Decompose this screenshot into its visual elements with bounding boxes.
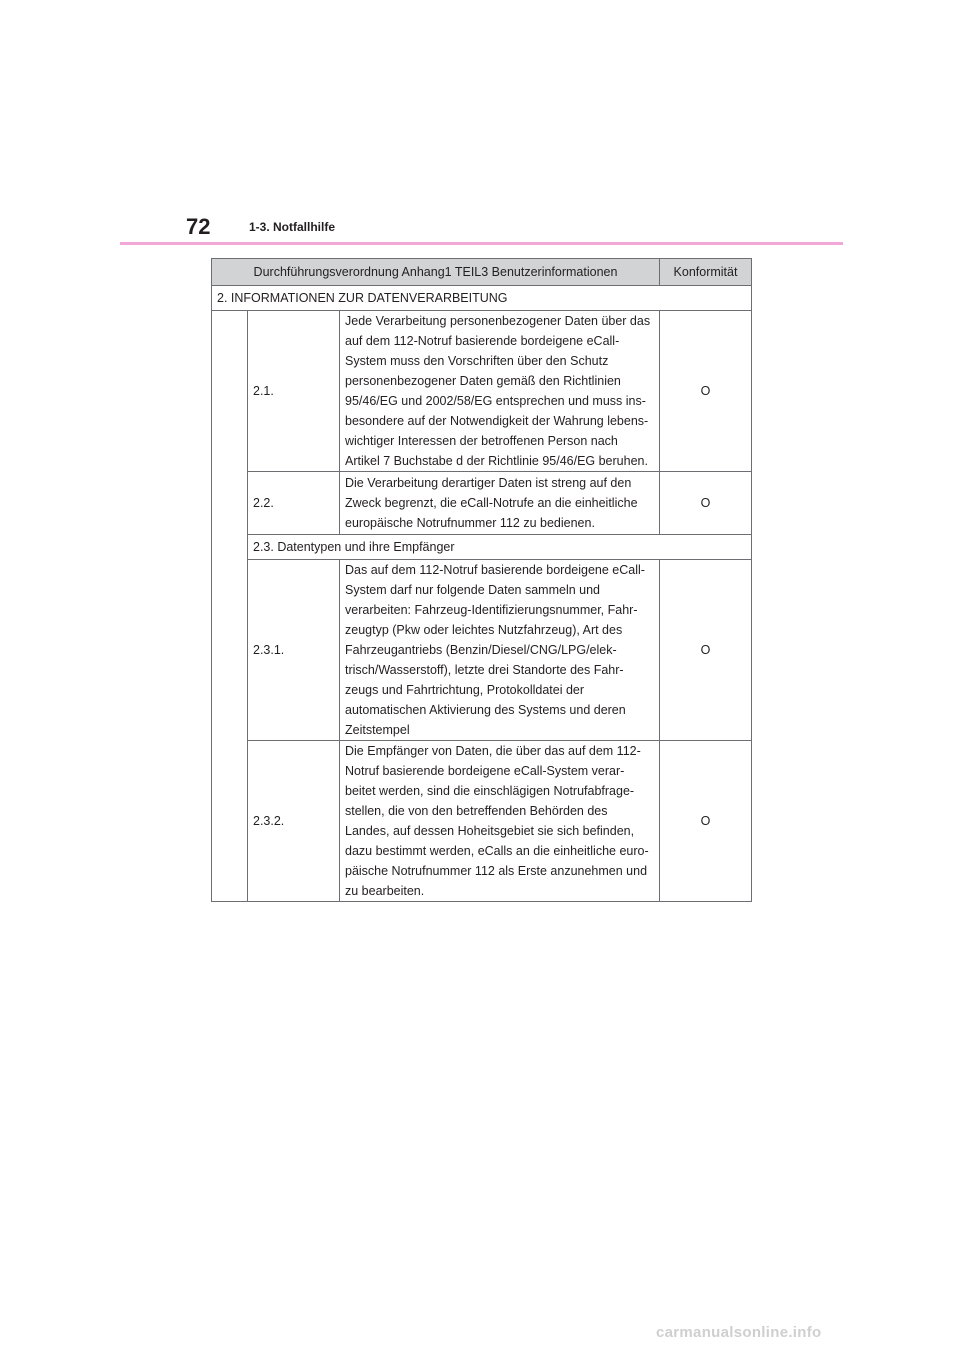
conformity-mark: O	[660, 311, 752, 472]
subsection-heading: 2.3. Datentypen und ihre Empfänger	[248, 535, 752, 560]
section-title: 1-3. Notfallhilfe	[249, 220, 336, 234]
clause-text: Das auf dem 112-Notruf basierende bordeigene eCall-System darf nur folgende Daten sammeln und verarbeiten: Fahrzeug-Identifizierungsnummer, Fahr-zeugtyp (Pkw oder leichtes Nutzfahrzeug), Art des Fahrzeugantriebs (Benzin/Diesel/CNG/LPG/elek-trisch/Wasserstoff), letzte drei Standorte des Fahr-zeugs und Fahrtrichtung, Protokolldatei der automatischen Aktivierung des Systems und deren Zeitstempel	[340, 560, 660, 741]
clause-text: Die Verarbeitung derartiger Daten ist streng auf den Zweck begrenzt, die eCall-Notrufe an die einheitliche europäische Notrufnummer 112 zu bedienen.	[340, 472, 660, 535]
clause-text: Jede Verarbeitung personenbezogener Daten über das auf dem 112-Notruf basierende bordeigene eCall-System muss den Vorschriften über den Schutz personenbezogener Daten gemäß den Richtlinien 95/46/EG und 2002/58/EG entsprechen und muss ins-besondere auf der Notwendigkeit der Wahrung lebens-wichtiger Interessen der betroffenen Person nach Artikel 7 Buchstabe d der Richtlinie 95/46/EG beruhen.	[340, 311, 660, 472]
table-header-row	[212, 259, 752, 286]
table-row	[212, 560, 752, 741]
column-header-conformity: Konformität	[660, 259, 752, 286]
clause-number: 2.3.1.	[248, 560, 340, 741]
table-row	[212, 741, 752, 902]
section-heading-row	[212, 286, 752, 311]
clause-text: Die Empfänger von Daten, die über das auf dem 112-Notruf basierende bordeigene eCall-System verar-beitet werden, sind die einschlägigen Notrufabfrage-stellen, die von den betreffenden Behörden des Landes, auf dessen Hoheitsgebiet sie sich befinden, dazu bestimmt werden, eCalls an die einheitliche euro-päische Notrufnummer 112 als Erste anzunehmen und zu bearbeiten.	[340, 741, 660, 902]
watermark: carmanualsonline.info	[656, 1324, 822, 1341]
subsection-heading-row	[212, 535, 752, 560]
column-header-regulation: Durchführungsverordnung Anhang1 TEIL3 Benutzerinformationen	[212, 259, 660, 286]
clause-number: 2.2.	[248, 472, 340, 535]
page-number: 72	[186, 214, 211, 239]
table-row	[212, 311, 752, 472]
conformity-mark: O	[660, 741, 752, 902]
section-heading: 2. INFORMATIONEN ZUR DATENVERARBEITUNG	[212, 286, 752, 311]
regulation-table	[211, 258, 752, 902]
header-rule	[120, 242, 843, 245]
indent-cell	[212, 311, 248, 902]
clause-number: 2.3.2.	[248, 741, 340, 902]
table-row	[212, 472, 752, 535]
clause-number: 2.1.	[248, 311, 340, 472]
conformity-mark: O	[660, 560, 752, 741]
conformity-mark: O	[660, 472, 752, 535]
